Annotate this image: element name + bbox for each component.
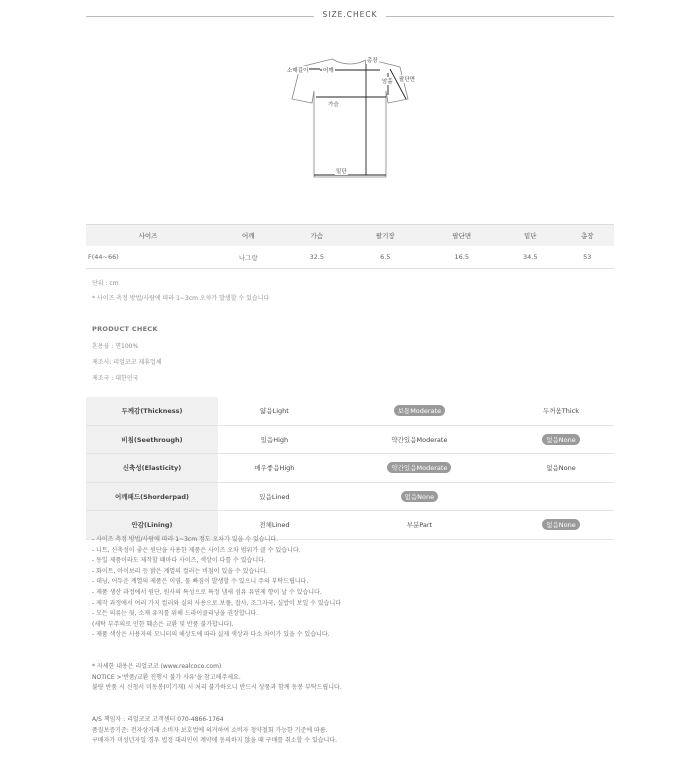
product-check-label: 어깨패드(Shorderpad) [86, 482, 218, 511]
column-header: 팔단면 [424, 225, 500, 247]
table-cell: 34.5 [500, 246, 560, 269]
label-shoulder: 어깨 [323, 68, 334, 74]
selected-option-badge: 약간있음Moderate [387, 462, 451, 473]
label-hem: 밑단 [336, 169, 347, 175]
size-check-title: SIZE.CHECK [322, 10, 378, 19]
product-check-option: 얇음Light [260, 407, 289, 416]
unit-note: 단위 : cm [92, 280, 119, 287]
footer-line: A/S 책임자 : 리얼코코 고객센터 070-4866-1764 [92, 716, 224, 723]
product-check-option-cell [508, 397, 614, 425]
notice-item: (세탁 부주의로 인한 훼손은 교환 및 반품 불가합니다). [92, 620, 234, 628]
maker-info: 제조사: 리얼코코 제휴업체 [92, 359, 162, 366]
table-cell: 16.5 [424, 246, 500, 269]
product-check-option: 있음Lined [259, 492, 290, 501]
product-check-option: 있음High [260, 435, 289, 444]
product-check-row [86, 425, 614, 454]
info-line: * 자세한 내용은 리얼코코 (www.realcoco.com) [92, 663, 222, 670]
garment-diagram [280, 55, 420, 180]
label-sleeve-opening: 팔단면 [399, 77, 415, 83]
product-check-option-cell [218, 425, 331, 454]
table-row [86, 246, 614, 269]
size-table [86, 224, 614, 269]
table-cell: 6.5 [347, 246, 423, 269]
measure-note: * 사이즈 측정 방법/사람에 따라 1~3cm 오차가 발생할 수 있습니다 [92, 295, 270, 302]
product-check-label: 두께감(Thickness) [86, 397, 218, 425]
product-check-table [86, 397, 614, 540]
label-sleeve-width: 소매길이 [287, 68, 309, 74]
column-header: 가슴 [287, 225, 347, 247]
product-check-option: 약간있음Moderate [391, 435, 448, 444]
product-check-option-cell [218, 482, 331, 511]
product-check-option-cell [218, 454, 331, 483]
product-check-option: 없음None [546, 464, 576, 473]
notice-list [92, 535, 341, 641]
notice-item: - 모든 의류는 뒷, 소재 유지를 위해 드라이클리닝을 권장합니다. [92, 610, 259, 618]
product-check-label: 비침(Seethrough) [86, 425, 218, 454]
notice-item: - 데님, 어두운 계열의 제품은 이염, 물 빠짐이 발생할 수 있으니 주의 부탁드립니다. [92, 578, 309, 586]
origin-info: 제조국 : 대한민국 [92, 375, 139, 382]
product-check-option: 전체Lined [259, 521, 290, 530]
product-check-heading: PRODUCT CHECK [92, 325, 158, 333]
info-line: NOTICE >'반품/교환 진행시 불가 사유'을 참고해주세요. [92, 673, 241, 681]
product-check-option-cell [331, 454, 508, 483]
product-check-option: 두꺼움Thick [542, 407, 580, 416]
footer-line: 품질보증기준: 전자상거래 소비자 보호법에 의거하여 소비자 청약철회 가능한 기준에 따름. [92, 726, 328, 734]
size-table-header [86, 225, 614, 247]
selected-option-badge: 없음None [401, 491, 439, 502]
selected-option-badge: 없음None [542, 434, 580, 445]
notice-item: - 동일 제품이라도 제작할 때마다 사이즈, 색상이 다를 수 있습니다. [92, 557, 266, 565]
product-check-option-cell [508, 425, 614, 454]
product-check-option-cell [508, 511, 614, 540]
notice-item: - 제작 과정에서 여러 가지 컬러와 실의 사용으로 보풀, 잡사, 조그자국, 실밥이 보일 수 있습니다 [92, 599, 342, 607]
label-armhole: 암홀 [382, 79, 393, 85]
selected-option-badge: 없음None [542, 519, 580, 530]
selected-option-badge: 보통Moderate [394, 405, 445, 416]
product-check-option-cell [508, 454, 614, 483]
product-check-option-cell [331, 482, 508, 511]
size-check-title-row [86, 10, 614, 22]
product-check-label: 안감(Lining) [86, 511, 218, 540]
label-chest: 가슴 [328, 102, 339, 108]
info-line: 불량 반품 시 신청서 미동봉(미기재) 시 처리 불가하오니 반드시 상품과 함께 동봉 부탁드립니다. [92, 684, 342, 692]
column-header: 팔기장 [347, 225, 423, 247]
column-header: 총장 [561, 225, 615, 247]
material-info: 혼용율 : 면100% [92, 343, 139, 350]
column-header: 사이즈 [86, 225, 210, 247]
product-check-row [86, 397, 614, 425]
column-header: 어깨 [210, 225, 286, 247]
notice-item: - 제품 색상은 사용자의 모니터의 해상도에 따라 실제 색상과 다소 차이가 있을 수 있습니다. [92, 631, 330, 639]
label-total-length: 총장 [367, 58, 378, 64]
product-check-option-cell [218, 397, 331, 425]
notice-item: - 제품 생산 과정에서 원단, 원사의 특성으로 특정 냄새 섬유 유연제 향이 날 수 있습니다. [92, 588, 322, 596]
product-check-option: 부분Part [406, 521, 433, 530]
column-header: 밑단 [500, 225, 560, 247]
table-cell: F(44~66) [86, 246, 210, 269]
table-cell: 나그랑 [210, 246, 286, 269]
table-cell: 53 [561, 246, 615, 269]
product-check-label: 신축성(Elasticity) [86, 454, 218, 483]
info-block [92, 662, 342, 694]
notice-item: - 사이즈 측정 방법/사람에 따라 1~3cm 정도 오차가 있을 수 있습니다. [92, 536, 279, 543]
product-check-row [86, 454, 614, 483]
product-check-option-cell [508, 482, 614, 511]
product-check-option-cell [331, 397, 508, 425]
product-check-option-cell [331, 511, 508, 540]
footer-block [92, 715, 337, 747]
notice-item: - 니트, 신축성이 좋은 원단을 사용한 제품은 사이즈 오차 범위가 클 수 있습니다. [92, 546, 301, 554]
table-cell: 32.5 [287, 246, 347, 269]
product-check-option: 매우좋음High [254, 464, 295, 473]
product-check-row [86, 482, 614, 511]
notice-item: - 화이트, 아이보리 등 밝은 계열의 컬러는 비침이 있을 수 있습니다. [92, 567, 268, 575]
footer-line: 구매자가 미성년자일 경우 법정 대리인이 계약에 동의하지 않을 때 구매를 취소할 수 있습니다. [92, 737, 338, 745]
product-check-option-cell [331, 425, 508, 454]
